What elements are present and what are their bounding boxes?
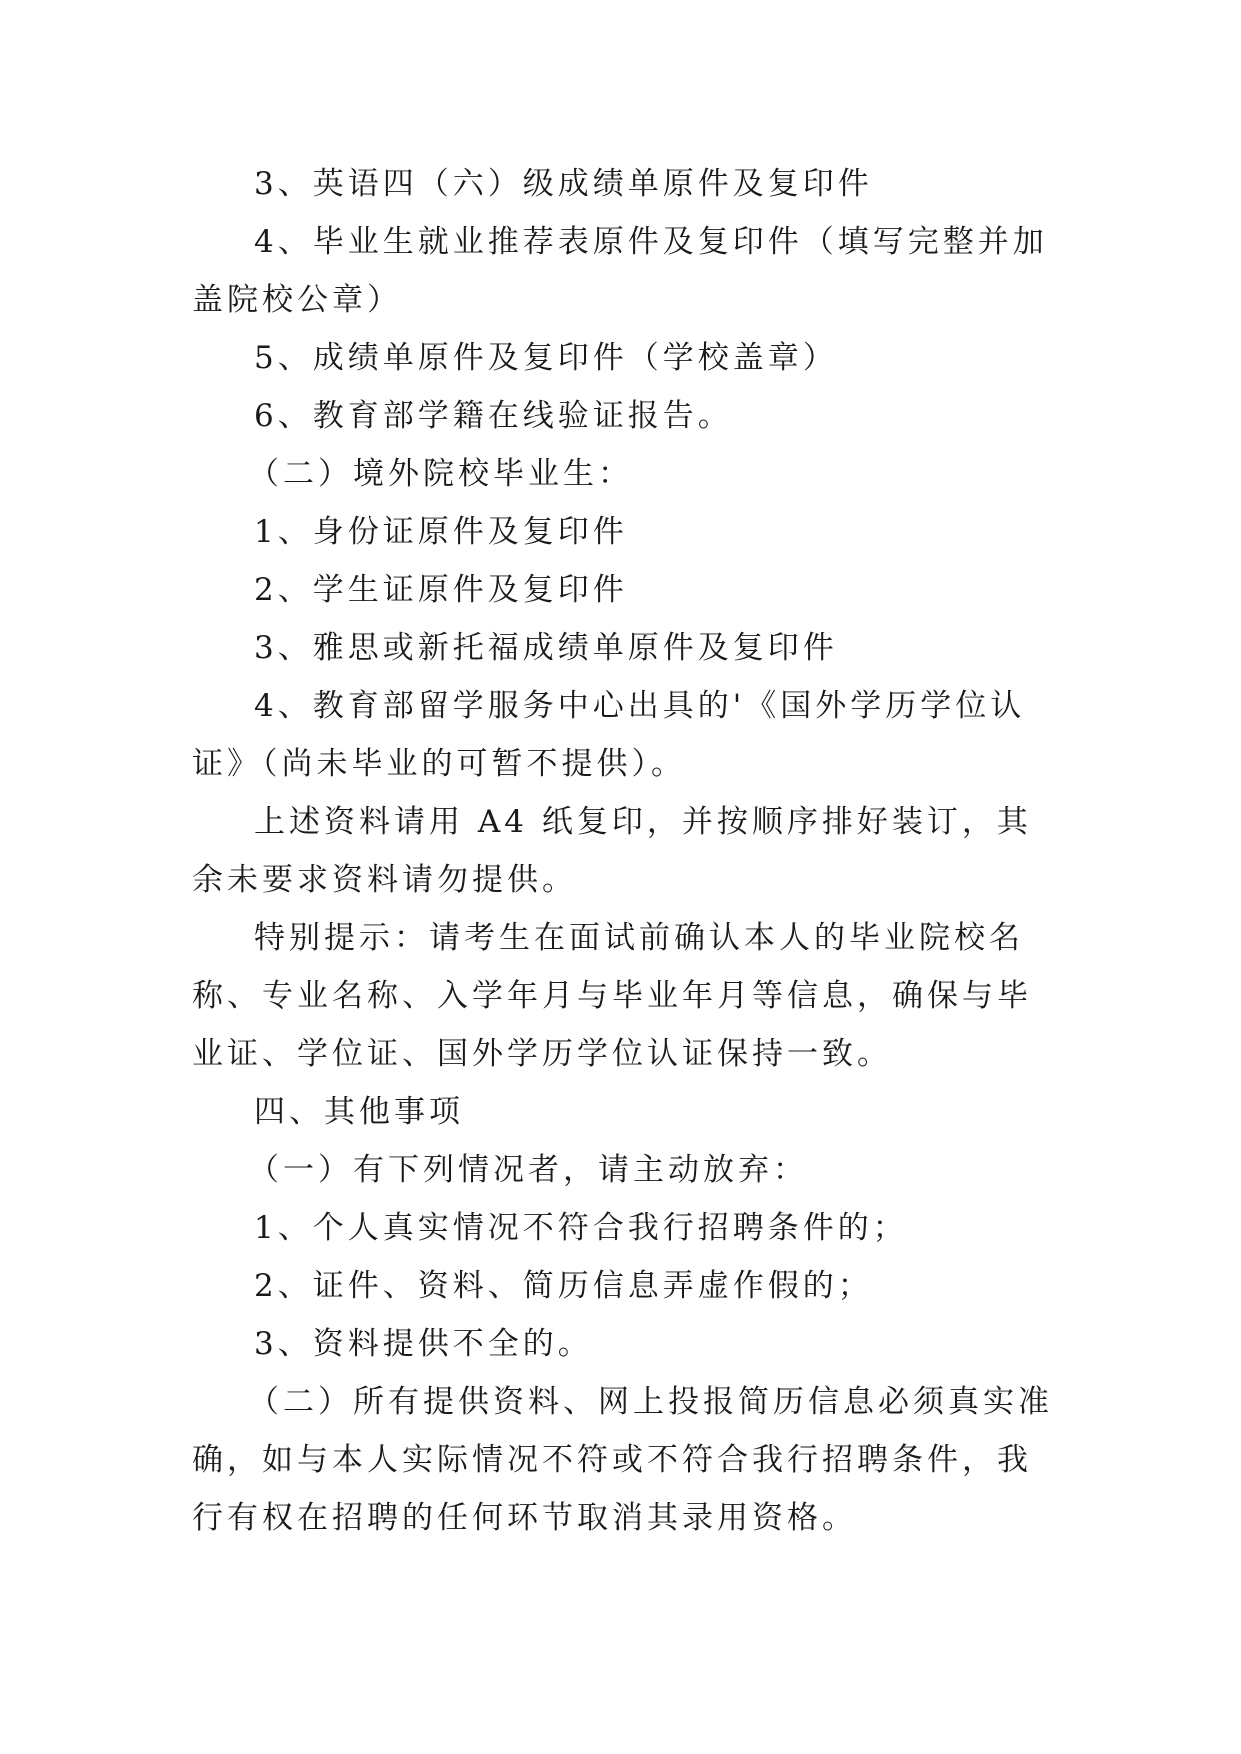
paragraph-withdrawal-case-2: 2、证件、资料、简历信息弄虚作假的； <box>254 1268 873 1304</box>
section-heading-other-matters: 四、其他事项 <box>254 1094 464 1130</box>
paragraph-item-2-student-card: 2、学生证原件及复印件 <box>254 572 628 608</box>
paragraph-item-6-verification-report: 6、教育部学籍在线验证报告。 <box>254 398 733 434</box>
paragraph-item-4-recommendation-form: 4、毕业生就业推荐表原件及复印件（填写完整并加盖院校公章） <box>192 224 1048 318</box>
paragraph-special-notice: 特别提示：请考生在面试前确认本人的毕业院校名称、专业名称、入学年月与毕业年月等信息，确保与毕业证、学位证、国外学历学位认证保持一致。 <box>192 920 1032 1072</box>
paragraph-item-5-transcript: 5、成绩单原件及复印件（学校盖章） <box>254 340 838 376</box>
paragraph-item-1-id-card: 1、身份证原件及复印件 <box>254 514 628 550</box>
subsection-heading-voluntary-withdrawal: （一）有下列情况者，请主动放弃： <box>248 1152 808 1188</box>
paragraph-withdrawal-case-3: 3、资料提供不全的。 <box>254 1326 593 1362</box>
paragraph-item-3-english-cet: 3、英语四（六）级成绩单原件及复印件 <box>254 166 873 202</box>
paragraph-copy-instructions: 上述资料请用 A4 纸复印，并按顺序排好装订，其余未要求资料请勿提供。 <box>192 804 1032 898</box>
paragraph-item-4-degree-certification: 4、教育部留学服务中心出具的'《国外学历学位认证》（尚未毕业的可暂不提供）。 <box>192 688 1026 782</box>
paragraph-withdrawal-case-1: 1、个人真实情况不符合我行招聘条件的； <box>254 1210 908 1246</box>
section-heading-overseas-graduates: （二）境外院校毕业生： <box>248 456 633 492</box>
document-body <box>192 155 1060 1547</box>
paragraph-item-3-ielts-toefl: 3、雅思或新托福成绩单原件及复印件 <box>254 630 838 666</box>
paragraph-authenticity-requirement: （二）所有提供资料、网上投报简历信息必须真实准确，如与本人实际情况不符或不符合我行招聘条件，我行有权在招聘的任何环节取消其录用资格。 <box>192 1384 1053 1536</box>
